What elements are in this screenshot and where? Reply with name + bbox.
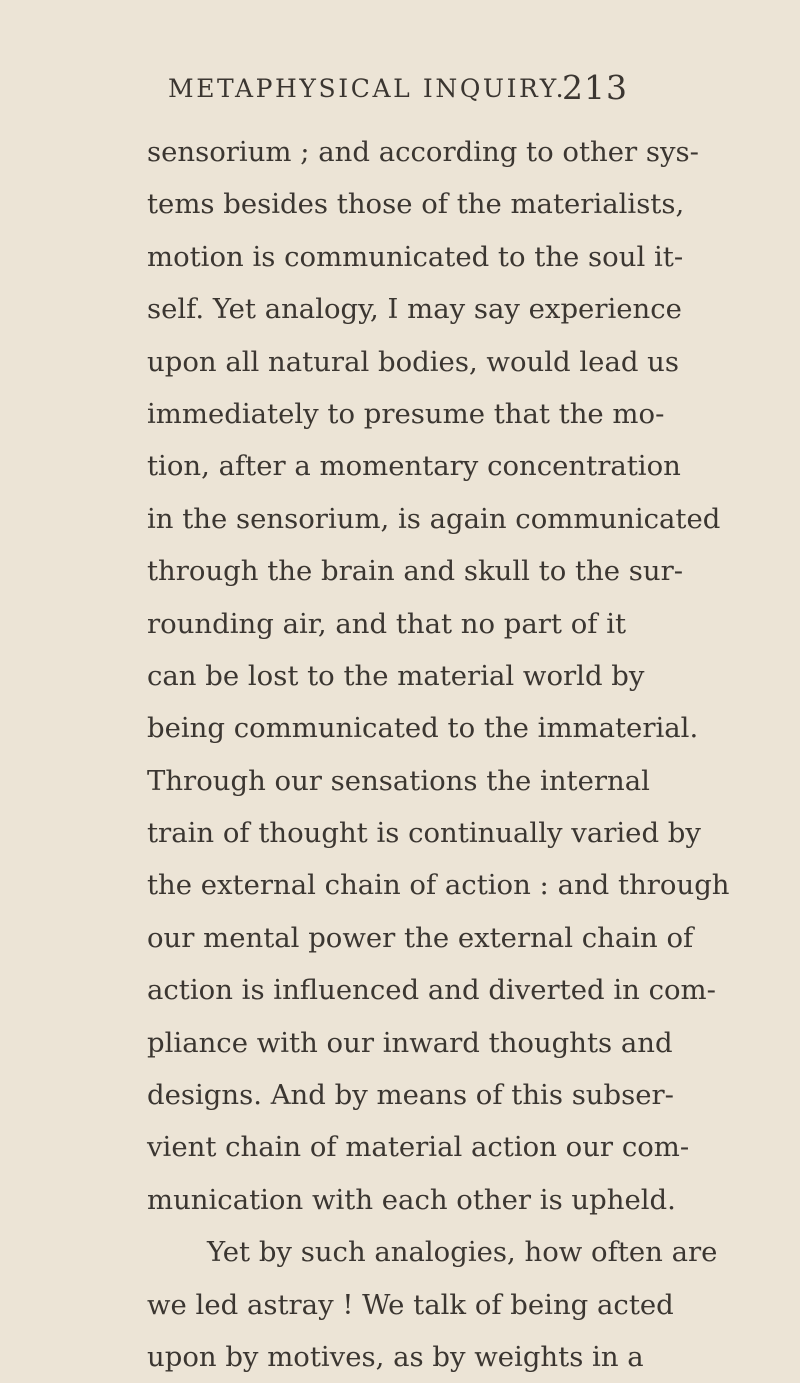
text-line: munication with each other is upheld. [147,1183,676,1216]
text-line: sensorium ; and according to other sys- [147,136,699,168]
text-line: Yet by such analogies, how often are [207,1236,718,1269]
text-line: tems besides those of the materialists, [147,188,685,221]
body-text [147,126,730,1383]
text-line: vient chain of material action our com- [147,1131,690,1164]
running-head [168,68,628,112]
text-line: tion, after a momentary concentration [147,450,681,483]
text-line: upon all natural bodies, would lead us [147,345,680,378]
text-line: rounding air, and that no part of it [147,607,627,640]
text-line: our mental power the external chain of [147,921,694,954]
text-line: being communicated to the immaterial. [147,712,699,745]
text-line: the external chain of action : and through [147,869,730,902]
text-line: in the sensorium, is again communicated [147,502,721,535]
text-line: immediately to presume that the mo- [147,397,665,430]
page-number: 213 [562,68,628,107]
text-line: upon by motives, as by weights in a [147,1340,644,1373]
text-line: can be lost to the material world by [147,659,645,692]
text-line: action is influenced and diverted in com- [147,974,716,1007]
text-line: Through our sensations the internal [147,764,650,797]
running-title: METAPHYSICAL INQUIRY. [168,74,567,103]
text-line: through the brain and skull to the sur- [147,555,684,588]
text-line: train of thought is continually varied by [147,817,701,850]
text-line: pliance with our inward thoughts and [147,1026,673,1059]
text-line: designs. And by means of this subser- [147,1079,674,1112]
text-line: self. Yet analogy, I may say experience [147,293,682,326]
text-line: motion is communicated to the soul it- [147,240,684,273]
text-line: we led astray ! We talk of being acted [147,1288,674,1321]
